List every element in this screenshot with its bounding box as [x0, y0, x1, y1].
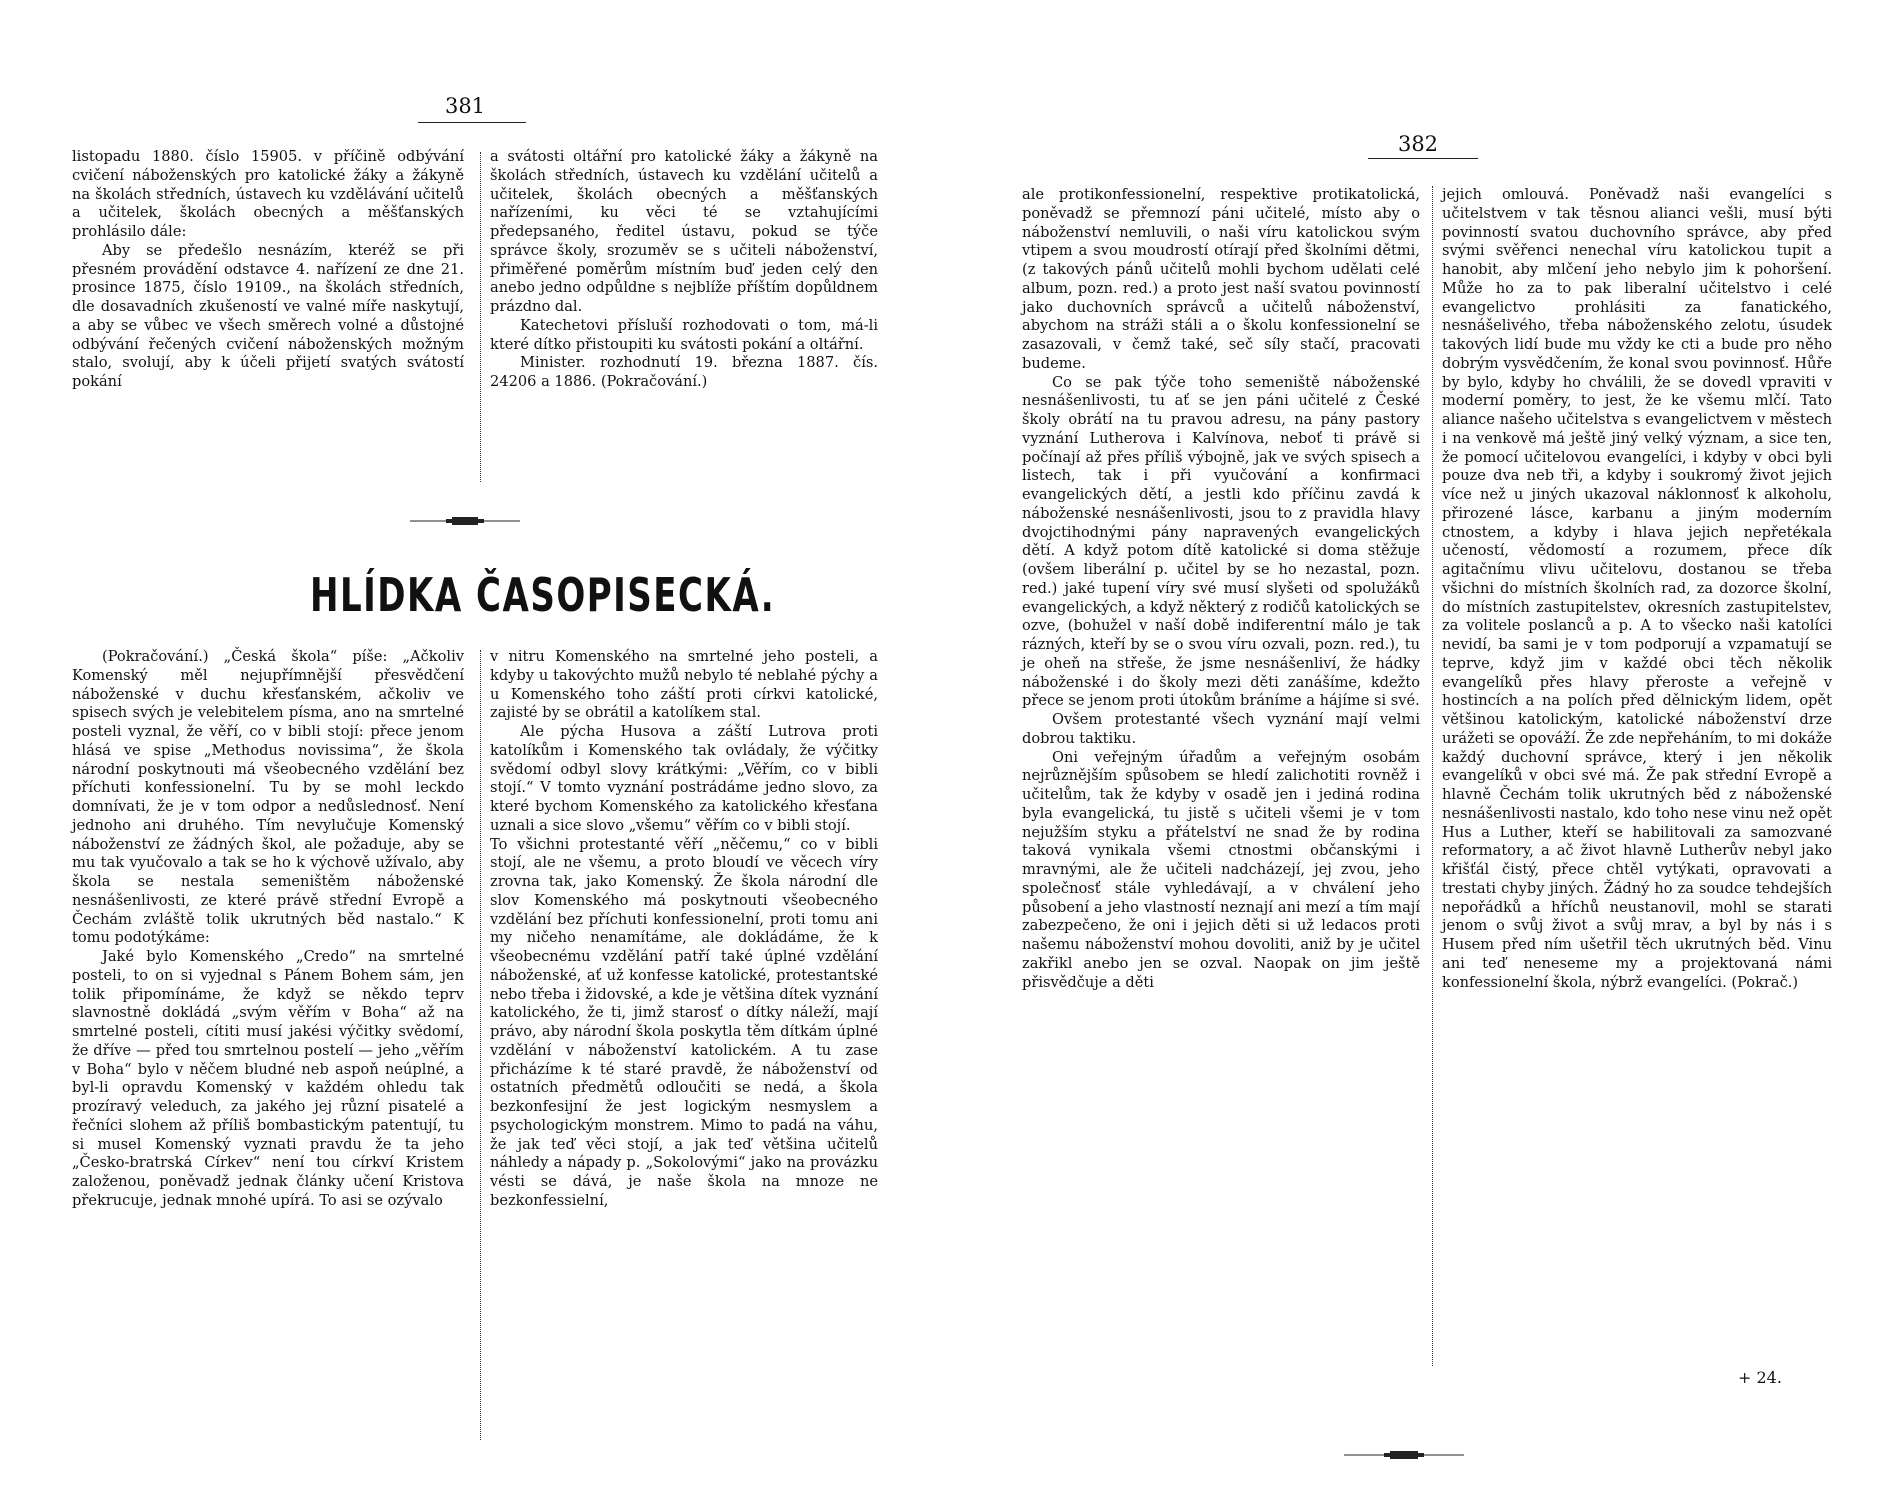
column-divider	[480, 152, 481, 482]
column-right	[1442, 186, 1832, 992]
paragraph: Ovšem protestanté všech vyznání mají velmi dobrou taktiku.	[1022, 711, 1420, 747]
column-left	[1022, 186, 1420, 992]
top-column-right	[490, 148, 878, 392]
column-divider	[480, 650, 481, 1440]
paragraph: Oni veřejným úřadům a veřejným osobám nejrůznějším spůsobem se hledí zalichotiti rovněž i učitelům, tak že kdyby v osadě jen i jediná rodina byla evangelická, tu jistě s učiteli všemi je v tom nejužším styku a přátelství ne snad že by rodina taková vynikala všemi ctnostmi občanskými i mravnými, ale že učiteli nadcházejí, jej zvou, jeho společnosť stále vyhledávají, a v chválení jeho působení a jeho vlastností neznají ani mezí a tím mají zabezpečeno, že oni i jejich děti si už ledacos proti našemu náboženství mohou dovoliti, aniž by je učitel zakřikl anebo jen se ozval. Naopak on jim ještě přisvědčuje a děti	[1022, 748, 1420, 991]
paragraph: Aby se předešlo nesnázím, kteréž se při přesném provádění odstavce 4. nařízení ze dne 21. prosince 1875, číslo 19109., na školách středních, dle dosavadních zkušeností ve valné míře naskytují, a aby se vůbec ve všech směrech volné a důstojné odbývání řečených cvičení náboženských možným stalo, svolují, aby k účeli přijetí svatých svátostí pokání	[72, 241, 464, 390]
paragraph: (Pokračování.) „Česká škola“ píše: „Ačkoliv Komenský měl nejupřímnější přesvědčení náboženské v duchu křesťanském, ačkoliv ve spisech svých je velebitelem písma, ano na smrtelné posteli vyznal, že věří, co v bibli stojí: přece jenom hlásá ve spise „Methodus novissima“, že škola národní poskytnouti má všeobecného vzdělání bez příchuti konfessionelní. Tu by se mohl leckdo domnívati, že je v tom odpor a nedůslednosť. Není jednoho ani druhého. Tím nevylučuje Komenský náboženství ze žádných škol, ale požaduje, aby se mu tak vyučovalo a tak se ho k výchově užívalo, aby škola se nestala semeništěm náboženské nesnášenlivosti, ze které právě střední Evropě a Čechám zvláště tolik ukrutných běd nastalo.“ K tomu podotýkáme:	[72, 648, 464, 947]
paragraph: jejich omlouvá. Poněvadž naši evangelíci s učitelstvem v tak těsnou alianci vešli, musí býti povinností svatou duchovního správce, aby před svými svěřenci nenechal víru katolickou tupit a hanobit, aby mlčení jeho nebylo jim k pohoršení. Může ho za to pak liberalní učitelstvo i celé evangelictvo prohlásiti za fanatického, nesnášelivého, třeba náboženského zelotu, úsudek takových lidí bude mu vždy ke cti a bude pro něho dobrým vysvědčením, že konal svou povinnosť. Hůře by bylo, kdyby ho chválili, že se dovedl vpraviti v moderní poměry, to jest, že ke všemu mlčí. Tato aliance našeho učitelstva s evangelictvem v městech i na venkově má ještě jiný velký význam, a sice ten, že pomocí učitelovou evangelíci, i kdyby v obci byli pouze dva neb tři, a kdyby i soukromý život jejich více než u jiných ukazoval náklonnosť k alkoholu, přirozené lásce, karbanu a jiným moderním ctnostem, a kdyby i hlava jejich nepřetékala učeností, vědomostí a rozumem, přece dík agitačnímu vlivu učitelovu, dostanou se třeba všichni do místních školních rad, za dozorce školní, do místních zastupitelstev, okresních zastupitelstev, za volitele poslanců a p. A to všecko naši katolíci nevidí, ba sami je v tom podporují a vzpamatují se teprve, když jim v každé obci těch několik evangelíků přes hlavy přeroste a veřejně v hostincích a na polích před dělnickým lidem, opět většinou katolickým, katolické náboženství drze urážeti se opováží. Že zde nepřeháním, to mi dokáže každý duchovní správce, který i jen několik evangelíků v obci své má. Že pak střední Evropě a hlavně Čechám tolik ukrutných běd z náboženské nesnášenlivosti nastalo, kdo toho nese vinu než opět Hus a Luther, kteří se habilitovali za samozvané reformatory, a ač život hlavně Lutherův nebyl jako křišťál čistý, přece chtěl vytýkati, opravovati a trestati chyby jiných. Žádný ho za soudce tehdejších nepořádků a hříchů neustanovil, mohl se starati jenom o svůj život a svůj mrav, a byl by nás i s Husem před ním ušetřil těch ukrutných běd. Vinu ani teď neneseme my a projektovaná námi konfessionelní škola, nýbrž evangelíci. (Pokrač.)	[1442, 186, 1832, 991]
paragraph: ale protikonfessionelní, respektive protikatolická, poněvadž se přemnozí páni učitelé, místo aby o náboženství nemluvili, o naši víru katolickou svým vtipem a svou moudrostí otírají před školními dětmi, (z takových pánů učitelů mohli bychom udělati celé album, pozn. red.) a proto jest naší svatou povinností jako duchovních správců a učitelů náboženství, abychom na stráži stáli a o školu konfessionelní se zasazovali, v čemž také, seč síly stačí, pracovati budeme.	[1022, 186, 1420, 372]
page-382	[948, 0, 1896, 1500]
ornament-divider	[1344, 1448, 1464, 1462]
page-number: 382	[1397, 132, 1439, 156]
paragraph: Minister. rozhodnutí 19. března 1887. čís. 24206 a 1886. (Pokračování.)	[490, 354, 878, 390]
paragraph: listopadu 1880. číslo 15905. v příčině odbývání cvičení náboženských pro katolické žáky a žákyně na školách středních, ústavech ku vzdělávání učitelů a učitelek, školách obecných a měšťanských prohlásilo dále:	[72, 148, 464, 240]
paragraph: To všichni protestanté věří „něčemu,“ co v bibli stojí, ale ne všemu, a proto bloudí ve věcech víry zrovna tak, jako Komenský. Že škola národní dle slov Komenského má poskytnouti všeobecného vzdělání bez příchuti konfessionelní, proti tomu ani my ničeho nenamítáme, ale dokládáme, že k všeobecnému vzdělání patří také úplné vzdělání náboženské, ať už konfesse katolické, protestantské nebo třeba i židovské, a kde je většina dítek vyznání katolického, že ti, jimž starosť o dítky náleží, mají právo, aby národní škola poskytla těm dítkám úplné vzdělání v náboženství katolickém. A tu zase přicházíme k té staré pravdě, že náboženství od ostatních předmětů odloučiti se nedá, a škola bezkonfesijní že jest logickým nesmyslem a psychologickým monstrem. Mimo to padá na váhu, že jak teď věci stojí, a jak teď většina učitelů náhledy a nápady p. „Sokolovými“ jako na provázku vésti se dává, je naše škola na mnoze ne bezkonfessielní,	[490, 835, 878, 1209]
page-number: 381	[444, 94, 486, 118]
ornament-divider	[410, 514, 520, 528]
author-signature: + 24.	[1738, 1368, 1782, 1387]
section-heading: HLÍDKA ČASOPISECKÁ.	[310, 568, 776, 622]
paragraph: Co se pak týče toho semeniště náboženské nesnášenlivosti, tu ať se jen páni učitelé z České školy obrátí na tu pravou adresu, na pány pastory vyznání Lutherova i Kalvínova, neboť ti právě si počínají až přes příliš výbojně, jak ve svých spisech a listech, tak i při vyučování a konfirmaci evangelických dětí, a jestli kdo příčinu zavdá k náboženské nesnášenlivosti, jsou to z pravidla hlavy dvojctihodnými pány napravených evangelických dětí. A když potom dítě katolické si doma stěžuje (ovšem liberální p. učitel by se ho nezastal, pozn. red.) jaké tupení víry své musí slyšeti od spolužáků evangelických, a když některý z rodičů katolických se ozve, (bohužel v naší době indiferentní málo je tak rázných, kteří by se o svou víru ozvali, pozn. red.), tu je oheň na střeše, že jsme nesnášenliví, že hádky náboženské i do školy mezi děti zanášíme, kdežto přece se jenom proti útokům bráníme a hájíme si své.	[1022, 373, 1420, 710]
page-number-rule	[1368, 158, 1478, 159]
page-number-rule	[418, 122, 526, 123]
column-divider	[1432, 186, 1433, 1366]
top-column-left	[72, 148, 464, 392]
bottom-column-right	[490, 648, 878, 1211]
paragraph: Katechetovi přísluší rozhodovati o tom, má-li které dítko přistoupiti ku svátosti pokání a oltářní.	[490, 316, 878, 353]
paragraph: Ale pýcha Husova a záští Lutrova proti katolíkům i Komenského tak ovládaly, že výčitky svědomí odbyl slovy krátkými: „Věřím, co v bibli stojí.“ V tomto vyznání postrádáme jedno slovo, za které bychom Komenského za katolického křesťana uznali a sice slovo „všemu“ věřím co v bibli stojí.	[490, 723, 878, 834]
bottom-column-left	[72, 648, 464, 1211]
paragraph: v nitru Komenského na smrtelné jeho posteli, a kdyby u takovýchto mužů nebylo té neblahé pýchy a u Komenského toho záští proti církvi katolické, zajisté by se obrátil a katolíkem stal.	[490, 648, 878, 722]
paragraph: Jaké bylo Komenského „Credo“ na smrtelné posteli, to on si vyjednal s Pánem Bohem sám, jen tolik připomínáme, že když se někdo teprv slavnostně dokládá „svým věřím v Boha“ až na smrtelné posteli, cítiti musí jakési výčitky svědomí, že dříve — před tou smrtelnou postelí — jeho „věřím v Boha“ bylo v něčem bludné neb aspoň neúplné, a byl-li opravdu Komenský v každém ohledu tak prozíravý veleduch, za jakého jej různí pisatelé a řečníci slohem až příliš bombastickým patentují, tu si musel Komenský vyznati pravdu že ta jeho „Česko-bratrská Církev“ není tou církví Kristem založenou, poněvadž jednak články učení Kristova překrucuje, jednak mnohé upírá. To asi se ozývalo	[72, 948, 464, 1209]
paragraph: a svátosti oltářní pro katolické žáky a žákyně na školách středních, ústavech ku vzdělání učitelů a učitelek, školách obecných a měšťanských nařízeními, ku věci té se vztahujícími předepsaného, ředitel ústavu, pokud se týče správce školy, srozuměv se s učiteli náboženství, přiměřené poměrům místním buď jeden celý den anebo jedno odpůldne s nejblíže příštím dopůldnem prázdno dal.	[490, 148, 878, 315]
